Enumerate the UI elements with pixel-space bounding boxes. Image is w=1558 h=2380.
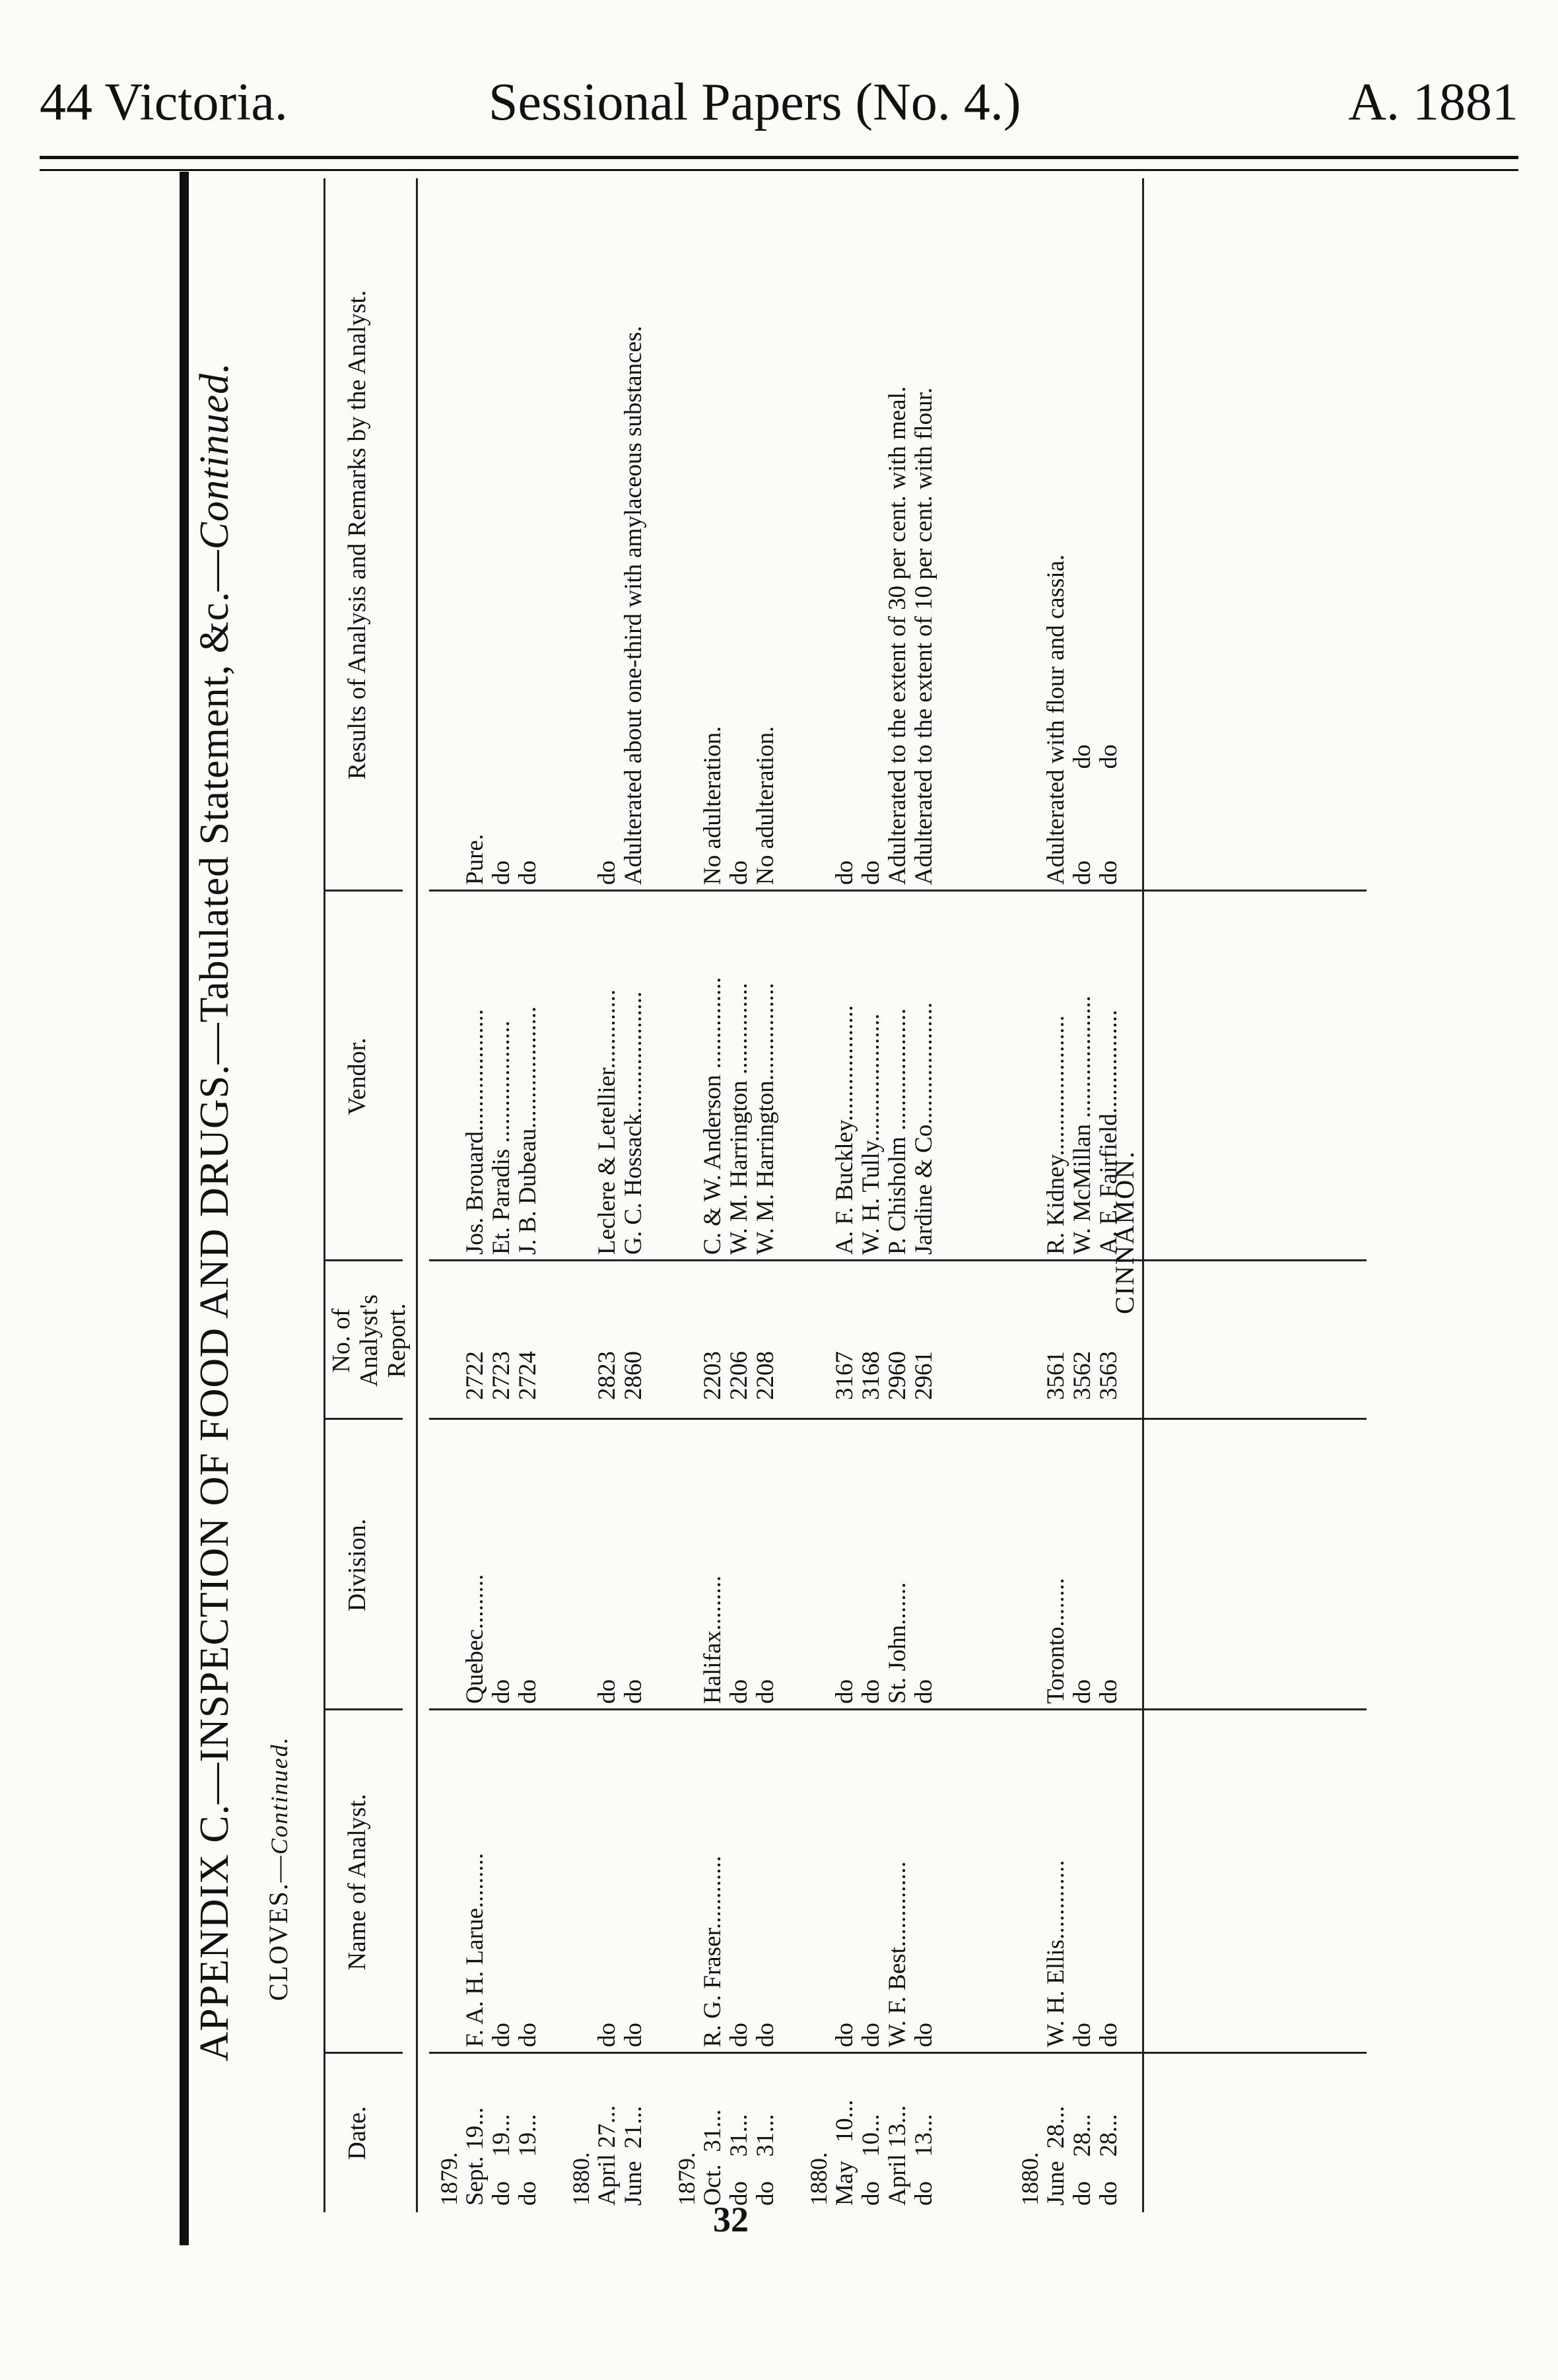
row-division: Halifax......... (699, 1575, 726, 1704)
group-gap (647, 895, 673, 1255)
year-label: 1880. (1017, 2152, 1043, 2206)
col-analyst: Name of Analyst. (343, 1794, 371, 1971)
row-vendor: G. C. Hossack.................... (620, 991, 647, 1255)
group-gap (541, 1268, 568, 1400)
row-result: do do (1095, 744, 1122, 885)
row-division: do (514, 1679, 541, 1704)
spacer (673, 1268, 700, 1400)
row-division: do (488, 1679, 515, 1704)
group-gap (1122, 178, 1149, 885)
row-report-number: 2960 (884, 1351, 911, 1400)
analyst-column (436, 1714, 1149, 2047)
row-result: do (488, 860, 515, 885)
row-report-number: 3561 (1042, 1351, 1069, 1400)
row-analyst: do (1095, 2023, 1122, 2047)
year-label: 1880. (805, 2152, 832, 2206)
col-report: No. of Analyst's Report. (327, 1294, 411, 1387)
rotated-table (191, 172, 1393, 2252)
section-gap (964, 2057, 990, 2206)
spacer (1017, 178, 1043, 885)
row-analyst: do (831, 2023, 858, 2047)
row-result: do (726, 860, 753, 885)
row-report-number: 2961 (910, 1351, 937, 1400)
row-result: No adulteration. (699, 726, 726, 885)
row-result: do do (1069, 744, 1096, 885)
spacer (673, 178, 700, 885)
row-report-number: 3167 (831, 1351, 858, 1400)
spacer (805, 178, 832, 885)
row-date: Oct. 31... (699, 2109, 726, 2206)
table-top-rule (323, 178, 325, 2212)
vendor-column (436, 895, 1149, 1255)
row-report-number: 2208 (752, 1351, 779, 1400)
row-division: St. John....... (884, 1582, 911, 1704)
row-result: do (593, 860, 621, 885)
year-label: 1880. (568, 2152, 594, 2206)
row-division: do (726, 1679, 753, 1704)
row-vendor: C. & W. Anderson ............... (699, 977, 726, 1255)
group-gap (541, 1423, 568, 1704)
row-division: do (620, 1679, 647, 1704)
group-gap (541, 2057, 568, 2206)
row-division: do (910, 1679, 937, 1704)
group-gap (1122, 2057, 1149, 2206)
table-left-border (180, 172, 189, 2245)
row-date: April 13... (884, 2105, 911, 2206)
group-gap (937, 1423, 964, 1704)
row-report-number: 2860 (620, 1351, 647, 1400)
row-report-number: 3563 (1095, 1351, 1122, 1400)
row-vendor: Leclere & Letellier............. (593, 989, 621, 1255)
row-vendor: R. Kidney....................... (1042, 1015, 1069, 1255)
row-date: June 28... (1042, 2105, 1069, 2206)
row-result: Adulterated with flour and cassia. (1042, 554, 1069, 885)
section-gap (990, 1423, 1017, 1704)
row-report-number: 2203 (699, 1351, 726, 1400)
row-vendor: A. E. Fairfield................. (1095, 1010, 1122, 1255)
row-vendor: W. M. Harrington ............... (726, 983, 753, 1255)
date-column (436, 2057, 1149, 2206)
col-division: Division. (343, 1518, 371, 1612)
spacer (1017, 1268, 1043, 1400)
row-date: do 31... (752, 2114, 779, 2206)
group-gap (647, 178, 673, 885)
spacer (436, 1423, 462, 1704)
row-vendor: Jardine & Co.................... (910, 1002, 937, 1255)
row-division: do (1095, 1679, 1122, 1704)
running-header-center: Sessional Papers (No. 4.) (489, 73, 1021, 131)
group-gap (647, 2057, 673, 2206)
row-date: April 27... (593, 2105, 621, 2206)
section-cloves-continued: Continued. (266, 1736, 292, 1855)
row-date: do 19... (488, 2114, 515, 2206)
running-header-left: 44 Victoria. (40, 73, 288, 131)
row-division: do (831, 1679, 858, 1704)
spacer (436, 895, 462, 1255)
row-division: Toronto........ (1042, 1578, 1069, 1704)
group-gap (779, 895, 805, 1255)
spacer (568, 1423, 594, 1704)
spacer (805, 895, 832, 1255)
row-date: May 10... (831, 2099, 858, 2206)
group-gap (541, 895, 568, 1255)
group-gap (647, 1423, 673, 1704)
row-analyst: R. G. Fraser............ (699, 1856, 726, 2047)
row-date: Sept. 19... (461, 2107, 489, 2206)
group-gap (779, 178, 805, 885)
col-vendor: Vendor. (343, 1037, 371, 1115)
running-header-right: A. 1881 (1348, 73, 1518, 131)
col-divider (429, 1418, 1367, 1420)
row-analyst: do (514, 2023, 541, 2047)
row-vendor: W. M. Harrington................ (752, 983, 779, 1255)
group-gap (937, 2057, 964, 2206)
row-result: do (858, 860, 885, 885)
section-gap (964, 895, 990, 1255)
year-label: 1879. (436, 2152, 462, 2206)
group-gap (647, 1714, 673, 2047)
row-division: Quebec......... (461, 1574, 489, 1704)
row-analyst: do (858, 2023, 885, 2047)
row-division: do (858, 1679, 885, 1704)
col-divider (429, 2052, 1367, 2054)
spacer (436, 178, 462, 885)
year-label: 1879. (673, 2152, 700, 2206)
section-gap (990, 1714, 1017, 2047)
row-analyst: W. H. Ellis............. (1042, 1860, 1069, 2047)
row-analyst: do (620, 2023, 647, 2047)
group-gap (779, 1268, 805, 1400)
row-result: Adulterated to the extent of 10 per cent. with flour. (910, 387, 937, 885)
row-result: do (831, 860, 858, 885)
title-main: APPENDIX C.—INSPECTION OF FOOD AND DRUGS.—Tabulated Statement, &c.— (192, 549, 237, 2062)
section-gap (990, 2057, 1017, 2206)
section-gap (990, 895, 1017, 1255)
spacer (673, 1423, 700, 1704)
row-vendor: Jos. Brouard.................... (461, 1008, 489, 1255)
row-date: do 13... (910, 2114, 937, 2206)
row-vendor: Et. Paradis .................... (488, 1020, 515, 1255)
group-gap (937, 178, 964, 885)
spacer (673, 895, 700, 1255)
row-division: do (1069, 1679, 1096, 1704)
group-gap (937, 1268, 964, 1400)
group-gap (541, 1714, 568, 2047)
section-cloves-title (263, 1736, 294, 2001)
group-gap (779, 1714, 805, 2047)
row-report-number: 2722 (461, 1351, 489, 1400)
section-gap (990, 178, 1017, 885)
spacer (568, 895, 594, 1255)
spacer (673, 1714, 700, 2047)
group-gap (937, 895, 964, 1255)
row-result: No adulteration. (752, 726, 779, 885)
row-analyst: do (910, 2023, 937, 2047)
spacer (436, 1268, 462, 1400)
row-vendor: W. H. Tully..................... (858, 1013, 885, 1255)
spacer (805, 1423, 832, 1704)
row-report-number: 3168 (858, 1351, 885, 1400)
row-result: do (514, 860, 541, 885)
section-gap (964, 1423, 990, 1704)
group-gap (1122, 1423, 1149, 1704)
group-gap (937, 1714, 964, 2047)
group-gap (647, 1268, 673, 1400)
spacer (568, 1714, 594, 2047)
col-date: Date. (343, 2106, 371, 2160)
row-analyst: do (1069, 2023, 1096, 2047)
row-date: do 10... (858, 2114, 885, 2206)
section-gap (990, 1268, 1017, 1400)
col-divider (429, 1708, 1367, 1710)
title-continued: Continued. (192, 362, 237, 550)
header-rule (40, 156, 1518, 159)
section-cinnamon-title: CINNAMON. (1110, 1150, 1139, 1314)
spacer (568, 1268, 594, 1400)
row-analyst: do (752, 2023, 779, 2047)
row-analyst: F. A. H. Larue......... (461, 1852, 489, 2047)
row-date: do 28... (1095, 2114, 1122, 2206)
appendix-title (191, 172, 238, 2252)
row-analyst: do (593, 2023, 621, 2047)
spacer (436, 1714, 462, 2047)
col-divider (429, 890, 1367, 892)
row-result: Pure. (461, 833, 489, 885)
row-result: Adulterated to the extent of 30 per cent. with meal. (884, 386, 911, 885)
row-report-number: 2723 (488, 1351, 515, 1400)
row-date: do 28... (1069, 2114, 1096, 2206)
results-column (436, 178, 1149, 885)
row-vendor: W. McMillan .................... (1069, 995, 1096, 1255)
division-column (436, 1423, 1149, 1704)
section-gap (964, 178, 990, 885)
header-bottom-rule (416, 178, 418, 2212)
row-division: do (593, 1679, 621, 1704)
row-report-number: 3562 (1069, 1351, 1096, 1400)
row-date: do 31... (726, 2114, 753, 2206)
page-number: 32 (713, 2200, 749, 2239)
row-date: do 19... (514, 2114, 541, 2206)
row-report-number: 2206 (726, 1351, 753, 1400)
group-gap (779, 2057, 805, 2206)
group-gap (779, 1423, 805, 1704)
row-vendor: P. Chisholm .................... (884, 1008, 911, 1255)
row-report-number: 2823 (593, 1351, 621, 1400)
section-gap (964, 1714, 990, 2047)
spacer (1017, 895, 1043, 1255)
group-gap (541, 178, 568, 885)
spacer (1017, 1423, 1043, 1704)
row-analyst: W. F. Best.............. (884, 1861, 911, 2047)
spacer (568, 178, 594, 885)
col-results: Results of Analysis and Remarks by the Analyst. (343, 290, 371, 780)
header-rule-thin (40, 169, 1518, 171)
group-gap (1122, 1714, 1149, 2047)
row-vendor: A. F. Buckley................... (831, 1005, 858, 1255)
section-cloves-name: CLOVES.— (263, 1854, 293, 2001)
row-report-number: 2724 (514, 1351, 541, 1400)
row-date: June 21... (620, 2105, 647, 2206)
spacer (805, 1268, 832, 1400)
row-division: do (752, 1679, 779, 1704)
section-gap (964, 1268, 990, 1400)
col-divider (429, 1259, 1367, 1261)
row-analyst: do (488, 2023, 515, 2047)
spacer (1017, 1714, 1043, 2047)
report-column (436, 1268, 1149, 1400)
row-analyst: do (726, 2023, 753, 2047)
row-vendor: J. B. Dubeau.................... (514, 1006, 541, 1255)
spacer (805, 1714, 832, 2047)
row-result: Adulterated about one-third with amylaceous substances. (620, 326, 647, 885)
